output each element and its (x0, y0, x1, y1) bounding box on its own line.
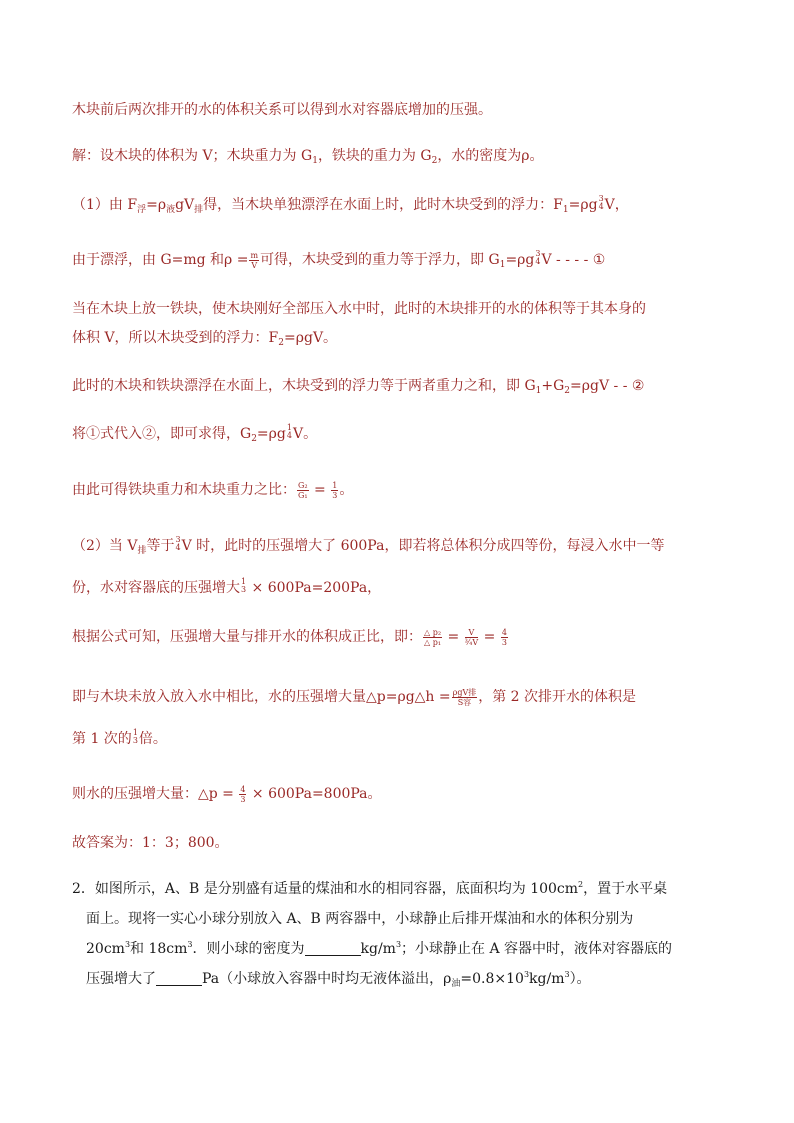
text: 第 1 次的 (72, 731, 132, 747)
solution-line-result (72, 784, 382, 804)
text: ；小球静止在 A 容器中时，液体对容器底的 (401, 941, 673, 957)
solution-line-substitute (72, 424, 317, 444)
text: ，铁块的重力为 G (317, 148, 432, 164)
solution-line-float (72, 250, 605, 270)
fraction-rho-g-v-over-s: $\frac{\text{ρgV排}}{\text{S容}}$ (452, 687, 477, 707)
solution-line-pressure-per-part (72, 578, 381, 598)
solution-line-compare (72, 687, 636, 707)
text: +G (541, 378, 565, 394)
text: V， (604, 197, 629, 213)
text: 面上。现将一实心小球分别放入 A、B 两容器中，小球静止后排开煤油和水的体积分别为 (86, 911, 634, 927)
subscript: 1 (562, 205, 569, 215)
text: 由于漂浮，由 G=mg 和ρ = (72, 252, 249, 268)
text: 和 18cm (130, 941, 188, 957)
text: 压强增大了 (86, 971, 156, 987)
subscript: 2 (431, 156, 438, 166)
text: 当在木块上放一铁块，使木块刚好全部压入水中时，此时的木块排开的水的体积等于其本身的 (72, 301, 646, 317)
text: V - - - - ① (541, 252, 606, 268)
text: 可得，木块受到的重力等于浮力，即 G (260, 252, 500, 268)
text: 20cm (86, 941, 125, 957)
text: ，水的密度为ρ。 (437, 148, 544, 164)
text: kg/m (360, 941, 396, 957)
subscript: 2 (278, 338, 285, 348)
text: gV (175, 197, 195, 213)
text: =ρg (256, 426, 286, 442)
subscript: 1 (535, 386, 542, 396)
text: ．则小球的密度为 (192, 941, 305, 957)
question-2-line-2 (86, 909, 633, 929)
solution-line-ratio (72, 480, 353, 500)
solution-line-part2 (72, 536, 664, 556)
solution-line-iron (72, 299, 646, 319)
text: 由此可得铁块重力和木块重力之比： (72, 482, 296, 498)
text: 体积 V，所以木块受到的浮力：F (72, 330, 279, 346)
text: =ρ (146, 197, 167, 213)
text: 根据公式可知，压强增大量与排开水的体积成正比，即： (72, 629, 422, 645)
subscript: 液 (166, 205, 176, 215)
superscript: 3 (395, 940, 402, 949)
fraction-v-over-3qv: $\frac{V}{\text{¾V}}$ (464, 627, 479, 647)
solution-line-volume (72, 328, 337, 348)
superscript: 2 (578, 880, 584, 889)
fraction-three-quarters: 3 4 (535, 249, 541, 266)
text: V 时，此时的压强增大了 600Pa，即若将总体积分成四等份，每浸入水中一等 (181, 538, 665, 554)
superscript: 3 (523, 970, 530, 979)
solution-line-answer (72, 833, 229, 853)
text: =ρg (505, 252, 535, 268)
subscript: 1 (312, 156, 318, 166)
text: Pa（小球放入容器中时均无液体溢出，ρ (202, 971, 452, 987)
subscript: 1 (499, 260, 506, 270)
solution-line-proportion (72, 627, 509, 647)
fraction-one-quarter: 1 4 (286, 423, 292, 440)
text: =ρg (568, 197, 598, 213)
text: × 600Pa=200Pa， (247, 580, 382, 596)
text: = (443, 629, 464, 645)
text: 解：设木块的体积为 V；木块重力为 G (72, 148, 313, 164)
subscript: 油 (451, 979, 461, 989)
text: =0.8×10 (460, 971, 524, 987)
text: 此时的木块和铁块漂浮在水面上，木块受到的浮力等于两者重力之和，即 G (72, 378, 536, 394)
subscript: 浮 (137, 205, 147, 215)
text: ，第 2 次排开水的体积是 (478, 689, 637, 705)
text: 等于 (146, 538, 175, 554)
text: =ρgV。 (284, 330, 338, 346)
text: × 600Pa=800Pa。 (247, 786, 382, 802)
text: kg/m (529, 971, 565, 987)
fraction-dp2-over-dp1: $\frac{\text{△ p₂}}{\text{△ p₁}}$ (424, 627, 442, 647)
answer-blank-pressure[interactable] (156, 971, 202, 986)
fraction-g2-over-g1: $\frac{\text{G₂}}{\text{G₁}}$ (298, 480, 308, 500)
fraction-m-over-v: $\frac{m}{V}$ (250, 250, 259, 270)
solution-line-times (72, 729, 167, 749)
text: 2．如图所示，A、B 是分别盛有适量的煤油和水的相同容器，底面积均为 100cm (72, 881, 579, 897)
subscript: 2 (564, 386, 571, 396)
text: 故答案为：1：3；800。 (72, 835, 229, 851)
question-2-line-1 (72, 879, 667, 899)
text: 将①式代入②，即可求得，G (72, 426, 252, 442)
text: （1）由 F (72, 197, 138, 213)
text: 木块前后两次排开的水的体积关系可以得到水对容器底增加的压强。 (72, 102, 492, 118)
text: = (479, 629, 500, 645)
text: 即与木块未放入放入水中相比，水的压强增大量△p=ρg△h = (72, 689, 451, 705)
text: 倍。 (138, 731, 167, 747)
superscript: 3 (564, 970, 570, 979)
fraction-one-third: $\frac{1}{3}$ (332, 480, 338, 500)
text: 则水的压强增大量：△p = (72, 786, 239, 802)
question-2-line-4 (86, 969, 591, 989)
superscript: 3 (124, 940, 131, 949)
text: ，置于水平桌 (583, 881, 668, 897)
answer-blank-density[interactable] (305, 941, 361, 956)
text: 得，当木块单独漂浮在水面上时，此时木块受到的浮力：F (203, 197, 563, 213)
fraction-three-quarters: 3 4 (175, 535, 181, 552)
text: =ρgV - - ② (570, 378, 645, 394)
solution-line-setup (72, 146, 544, 166)
fraction-three-quarters: 3 4 (598, 194, 604, 211)
text: 份，水对容器底的压强增大 (72, 580, 240, 596)
subscript: 排 (137, 546, 147, 556)
solution-line-equation2 (72, 376, 644, 396)
question-2-line-3 (86, 939, 672, 959)
text: ）。 (569, 971, 591, 987)
solution-line-part1 (72, 195, 629, 215)
text: 。 (339, 482, 354, 498)
subscript: 2 (251, 434, 257, 444)
text: （2）当 V (72, 538, 138, 554)
fraction-four-thirds: $\frac{4}{3}$ (240, 784, 246, 804)
subscript: 排 (194, 205, 204, 215)
fraction-one-third: 1 3 (132, 728, 138, 745)
text: = (309, 482, 331, 498)
superscript: 3 (187, 940, 193, 949)
text: V。 (292, 426, 318, 442)
solution-line-intro (72, 100, 492, 120)
fraction-one-third: 1 3 (241, 577, 247, 594)
fraction-four-thirds: $\frac{4}{3}$ (501, 627, 507, 647)
